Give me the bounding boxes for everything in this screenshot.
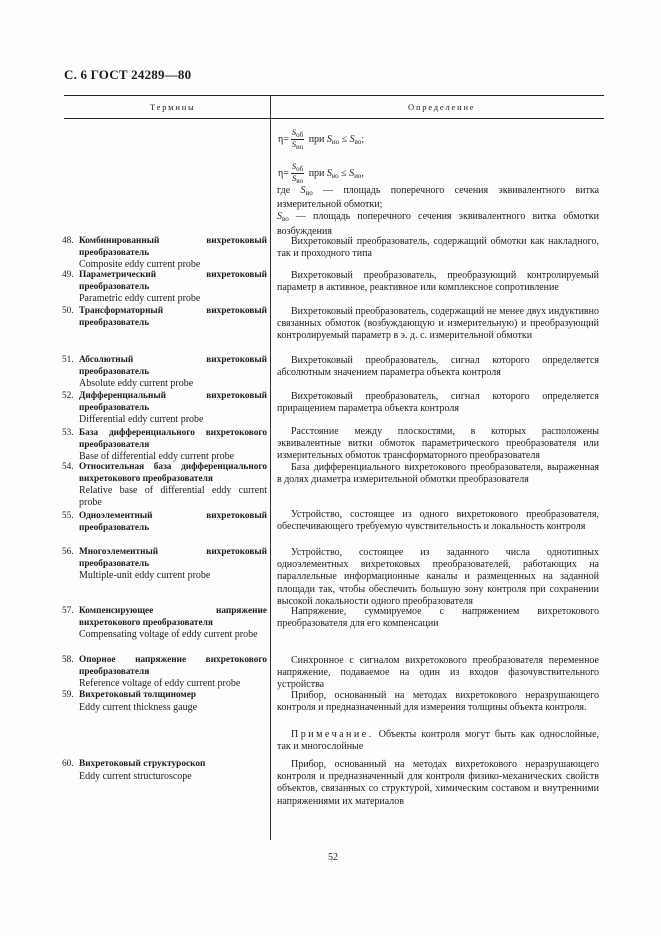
note-paragraph [277,729,599,753]
definition-56: Устройство, состоящее из заданного числа однотипных одноэлементных вихретоковых преобразователей, работающих на параллельные информационные каналы и размещенных на заданной площади так, чтобы обеспечить большую зону контроля при сохранении высокой локальности одного преобразователя [277,547,599,607]
definition-58: Синхронное с сигналом вихретокового преобразователя переменное напряжение, подаваемое на один из входов фазочувствительного устройства [277,655,599,691]
definition-48: Вихретоковый преобразователь, содержащий обмотки как накладного, так и проходного типа [277,236,599,260]
definition-53: Расстояние между плоскостями, в которых расположены эквивалентные витки обмоток параметрического преобразователя или измерительных обмоток трансформаторного преобразователя [277,426,599,462]
definition-50: Вихретоковый преобразователь, содержащий не менее двух индуктивно связанных обмоток (возбуждающую и измерительную) и преобразующий контролируемый параметр в э. д. с. измерительной обмотки [277,306,599,342]
where-line-1: где $S_{ио}$ — площадь поперечного сечения эквивалентного витка измерительной обмотки; [277,185,600,211]
note-text: Объекты контроля могут быть как однослойные, так и многослойные [277,729,600,753]
column-divider [270,96,271,840]
term-48: 48. Комбинированный вихретоковый преобразователь Composite eddy current probe [62,236,267,271]
definition-59: Прибор, основанный на методах вихретокового неразрушающего контроля и предназначенный для измерения толщины объекта контроля. [277,690,599,714]
table-top-rule [64,95,604,96]
fraction: $\frac{S_{об}}{S_{ио}}$ [291,127,304,151]
term-54: 54. Относительная база дифференциального вихретокового преобразователя Relative base of differential eddy current probe [62,462,267,508]
page-header: С. 6 ГОСТ 24289—80 [64,67,192,82]
definition-52: Вихретоковый преобразователь, сигнал которого определяется приращением параметра объекта контроля [277,391,599,415]
formula-2: η= $\frac{S_{об}}{S_{во}}$ при $S_{во} \le S_{ио}$, [278,161,364,185]
note-label: Примечание. [291,729,374,740]
term-58: 58. Опорное напряжение вихретокового преобразователя Reference voltage of eddy current probe [62,655,267,690]
term-51: 51. Абсолютный вихретоковый преобразователь Absolute eddy current probe [62,355,267,390]
definition-60: Прибор, основанный на методах вихретокового неразрушающего контроля и предназначенный для контроля физико-механических свойств объектов, связанных со структурой, химическим составом и внутренними напряжениями их материалов [277,759,599,807]
term-52: 52. Дифференциальный вихретоковый преобразователь Differential eddy current probe [62,391,267,426]
fraction: $\frac{S_{об}}{S_{во}}$ [291,161,304,185]
term-57: 57. Компенсирующее напряжение вихретокового преобразователя Compensating voltage of eddy current probe [62,606,267,641]
term-55: 55. Одноэлементный вихретоковый преобразователь [62,511,267,533]
term-59: 59. Вихретоковый толщиномер Eddy current thickness gauge [62,690,198,713]
definition-54: База дифференциального вихретокового преобразователя, выраженная в долях диаметра измерительной обмотки преобразователя [277,462,599,486]
formula-1: η= $\frac{S_{об}}{S_{ио}}$ при $S_{ио} \le S_{во}$; [278,127,365,151]
term-60: 60. Вихретоковый структуроскоп Eddy current structuroscope [62,759,206,782]
term-53: 53. База дифференциального вихретокового преобразователя Base of differential eddy current probe [62,428,267,463]
page-number: 52 [328,852,338,863]
term-56: 56. Многоэлементный вихретоковый преобразователь Multiple-unit eddy current probe [62,547,267,582]
table-header-rule [64,118,604,119]
column-header-terms: Термины [150,102,196,112]
definition-55: Устройство, состоящее из одного вихретокового преобразователя, обеспечивающего требуемую чувствительность и локальность контроля [277,509,599,533]
definition-51: Вихретоковый преобразователь, сигнал которого определяется абсолютным значением параметра объекта контроля [277,355,599,379]
where-line-2: $S_{во}$ — площадь поперечного сечения эквивалентного витка обмотки возбуждения [277,211,600,237]
definition-49: Вихретоковый преобразователь, преобразующий контролируемый параметр в активное, реактивное или комплексное сопротивление [277,270,599,294]
column-header-definition: Определение [408,102,476,112]
where-clause [277,185,599,238]
definition-57: Напряжение, суммируемое с напряжением вихретокового преобразователя для его компенсации [277,606,599,630]
term-49: 49. Параметрический вихретоковый преобразователь Parametric eddy current probe [62,270,267,305]
term-50: 50. Трансформаторный вихретоковый преобразователь [62,306,267,328]
